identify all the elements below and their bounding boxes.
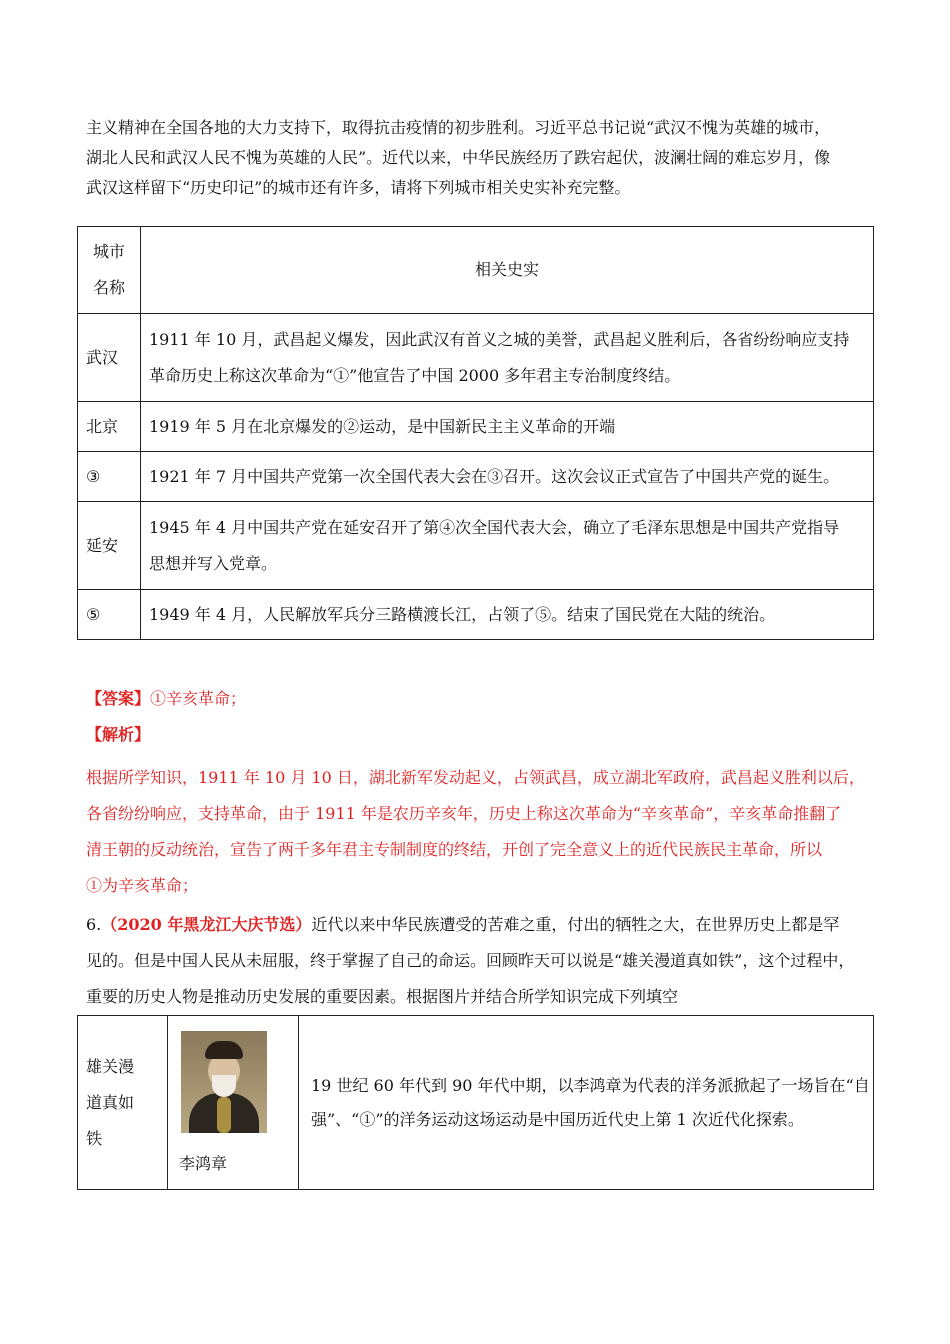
intro-line: 武汉这样留下“历史印记”的城市还有许多，请将下列城市相关史实补充完整。 [86, 178, 631, 197]
table-header-row [78, 227, 874, 314]
header-facts: 相关史实 [141, 227, 874, 314]
table-row [78, 314, 874, 402]
question-line [86, 907, 854, 943]
city-cell: ⑤ [78, 590, 141, 640]
fact-cell: 1919 年 5 月在北京爆发的②运动，是中国新民主主义革命的开端 [141, 402, 874, 452]
intro-line: 主义精神在全国各地的大力支持下，取得抗击疫情的初步胜利。习近平总书记说“武汉不愧为英雄的城市， [86, 118, 831, 137]
question-text: 近代以来中华民族遭受的苦难之重，付出的牺牲之大，在世界历史上都是罕 [311, 915, 840, 934]
table-row [78, 590, 874, 640]
fact-cell: 1921 年 7 月中国共产党第一次全国代表大会在③召开。这次会议正式宣告了中国共产党的诞生。 [141, 452, 874, 502]
city-history-table [77, 226, 874, 640]
explanation-line: 根据所学知识，1911 年 10 月 10 日，湖北新军发动起义，占领武昌，成立湖北军政府，武昌起义胜利以后， [86, 768, 865, 787]
explanation-label: 【解析】 [86, 725, 151, 744]
table-row [78, 502, 874, 590]
answer-text: ①辛亥革命； [150, 689, 247, 708]
intro-paragraph [86, 113, 876, 203]
explanation-line: ①为辛亥革命； [86, 876, 199, 895]
city-cell: 武汉 [78, 314, 141, 402]
question-6 [86, 907, 854, 1015]
fact-cell: 1945 年 4 月中国共产党在延安召开了第④次全国代表大会，确立了毛泽东思想是中国共产党指导 思想并写入党章。 [141, 502, 874, 590]
portrait-caption: 李鸿章 [179, 1154, 228, 1173]
figure-table [77, 1015, 874, 1190]
explanation-line: 清王朝的反动统治，宣告了两千多年君主专制制度的终结，开创了完全意义上的近代民族民主革命，所以 [86, 840, 823, 859]
city-cell: 延安 [78, 502, 141, 590]
table-row [78, 452, 874, 502]
answer-line [86, 684, 246, 714]
li-hongzhang-portrait [181, 1031, 267, 1133]
fact-cell: 1911 年 10 月，武昌起义爆发，因此武汉有首义之城的美誉，武昌起义胜利后，各省纷纷响应支持 革命历史上称这次革命为“①”他宣告了中国 2000 多年君主专治制度终结。 [141, 314, 874, 402]
question-source: （2020 年黑龙江大庆节选） [101, 915, 312, 934]
intro-line: 湖北人民和武汉人民不愧为英雄的人民”。近代以来，中华民族经历了跌宕起伏，波澜壮阔的难忘岁月，像 [86, 148, 831, 167]
explanation-body [86, 760, 865, 904]
explanation-line: 各省纷纷响应，支持革命，由于 1911 年是农历辛亥年，历史上称这次革命为“辛亥革命”，辛亥革命推翻了 [86, 804, 842, 823]
fact-cell: 1949 年 4 月，人民解放军兵分三路横渡长江，占领了⑤。结束了国民党在大陆的统治。 [141, 590, 874, 640]
table-row [78, 402, 874, 452]
question-line: 重要的历史人物是推动历史发展的重要因素。根据图片并结合所学知识完成下列填空 [86, 987, 679, 1006]
question-line: 见的。但是中国人民从未屈服，终于掌握了自己的命运。回顾昨天可以说是“雄关漫道真如铁”，这个过程中， [86, 951, 855, 970]
city-cell: 北京 [78, 402, 141, 452]
description-cell: 19 世纪 60 年代到 90 年代中期，以李鸿章为代表的洋务派掀起了一场旨在“自 强”、“①”的洋务运动这场运动是中国历近代史上第 1 次近代化探索。 [299, 1016, 874, 1190]
city-cell: ③ [78, 452, 141, 502]
theme-cell: 雄关漫 道真如 铁 [78, 1016, 168, 1190]
header-city-name: 城市 名称 [78, 227, 141, 314]
portrait-cell [168, 1016, 299, 1190]
answer-label: 【答案】 [86, 689, 151, 708]
question-number: 6. [86, 915, 102, 934]
